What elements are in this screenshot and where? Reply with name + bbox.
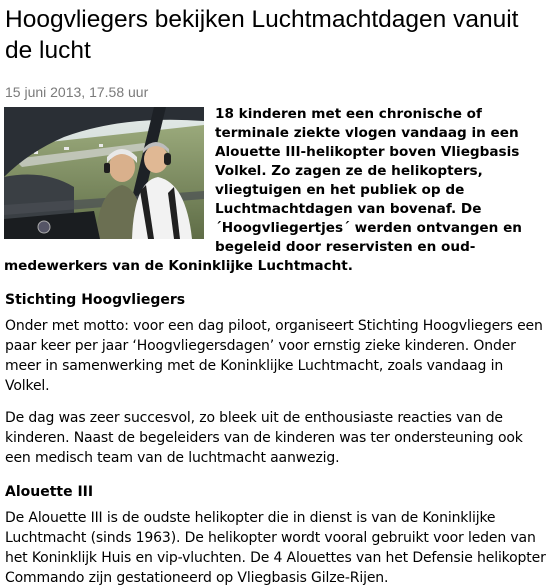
paragraph: Onder met motto: voor een dag piloot, organiseert Stichting Hoogvliegers een paar keer per jaar ‘Hoogvliegersdagen’ voor ernstig zieke kinderen. Onder meer in samenwerking met de Koninklijke Luchtmacht, zoals vandaag in Volkel.: [5, 318, 543, 394]
article-lead-block: [4, 105, 550, 276]
photo-illustration: [4, 107, 204, 239]
section-heading: Stichting Hoogvliegers: [5, 292, 186, 308]
section-stichting-hoogvliegers: [4, 291, 550, 468]
paragraph: De Alouette III is de oudste helikopter die in dienst is van de Koninklijke Luchtmacht (sinds 1963). De helikopter wordt vooral gebruikt voor leden van het Koninklijk Huis en vip-vluchten. De 4 Alouettes van het Defensie helikopter Commando zijn gestationeerd op Vliegbasis Gilze-Rijen.: [5, 510, 546, 586]
article-page: [0, 4, 554, 586]
article-date: 15 juni 2013, 17.58 uur: [5, 84, 149, 100]
helicopter-cockpit-photo: [4, 107, 204, 239]
article-title: Hoogvliegers bekijken Luchtmachtdagen vanuit de lucht: [5, 6, 519, 64]
section-alouette-iii: [4, 483, 550, 588]
article-lead: 18 kinderen met een chronische of terminale ziekte vlogen vandaag in een Alouette III-helikopter boven Vliegbasis Volkel. Zo zagen ze de helikopters, vliegtuigen en het publiek op de Luchtmachtdagen van bovenaf. De ´Hoogvliegertjes´ werden ontvangen en begeleid door reservisten en oud-medewerkers van de Koninklijke Luchtmacht.: [4, 106, 522, 274]
paragraph: De dag was zeer succesvol, zo bleek uit de enthousiaste reacties van de kinderen. Naast de begeleiders van de kinderen was ter ondersteuning ook een medisch team van de luchtmacht aanwezig.: [5, 410, 523, 466]
section-heading: Alouette III: [5, 484, 94, 500]
